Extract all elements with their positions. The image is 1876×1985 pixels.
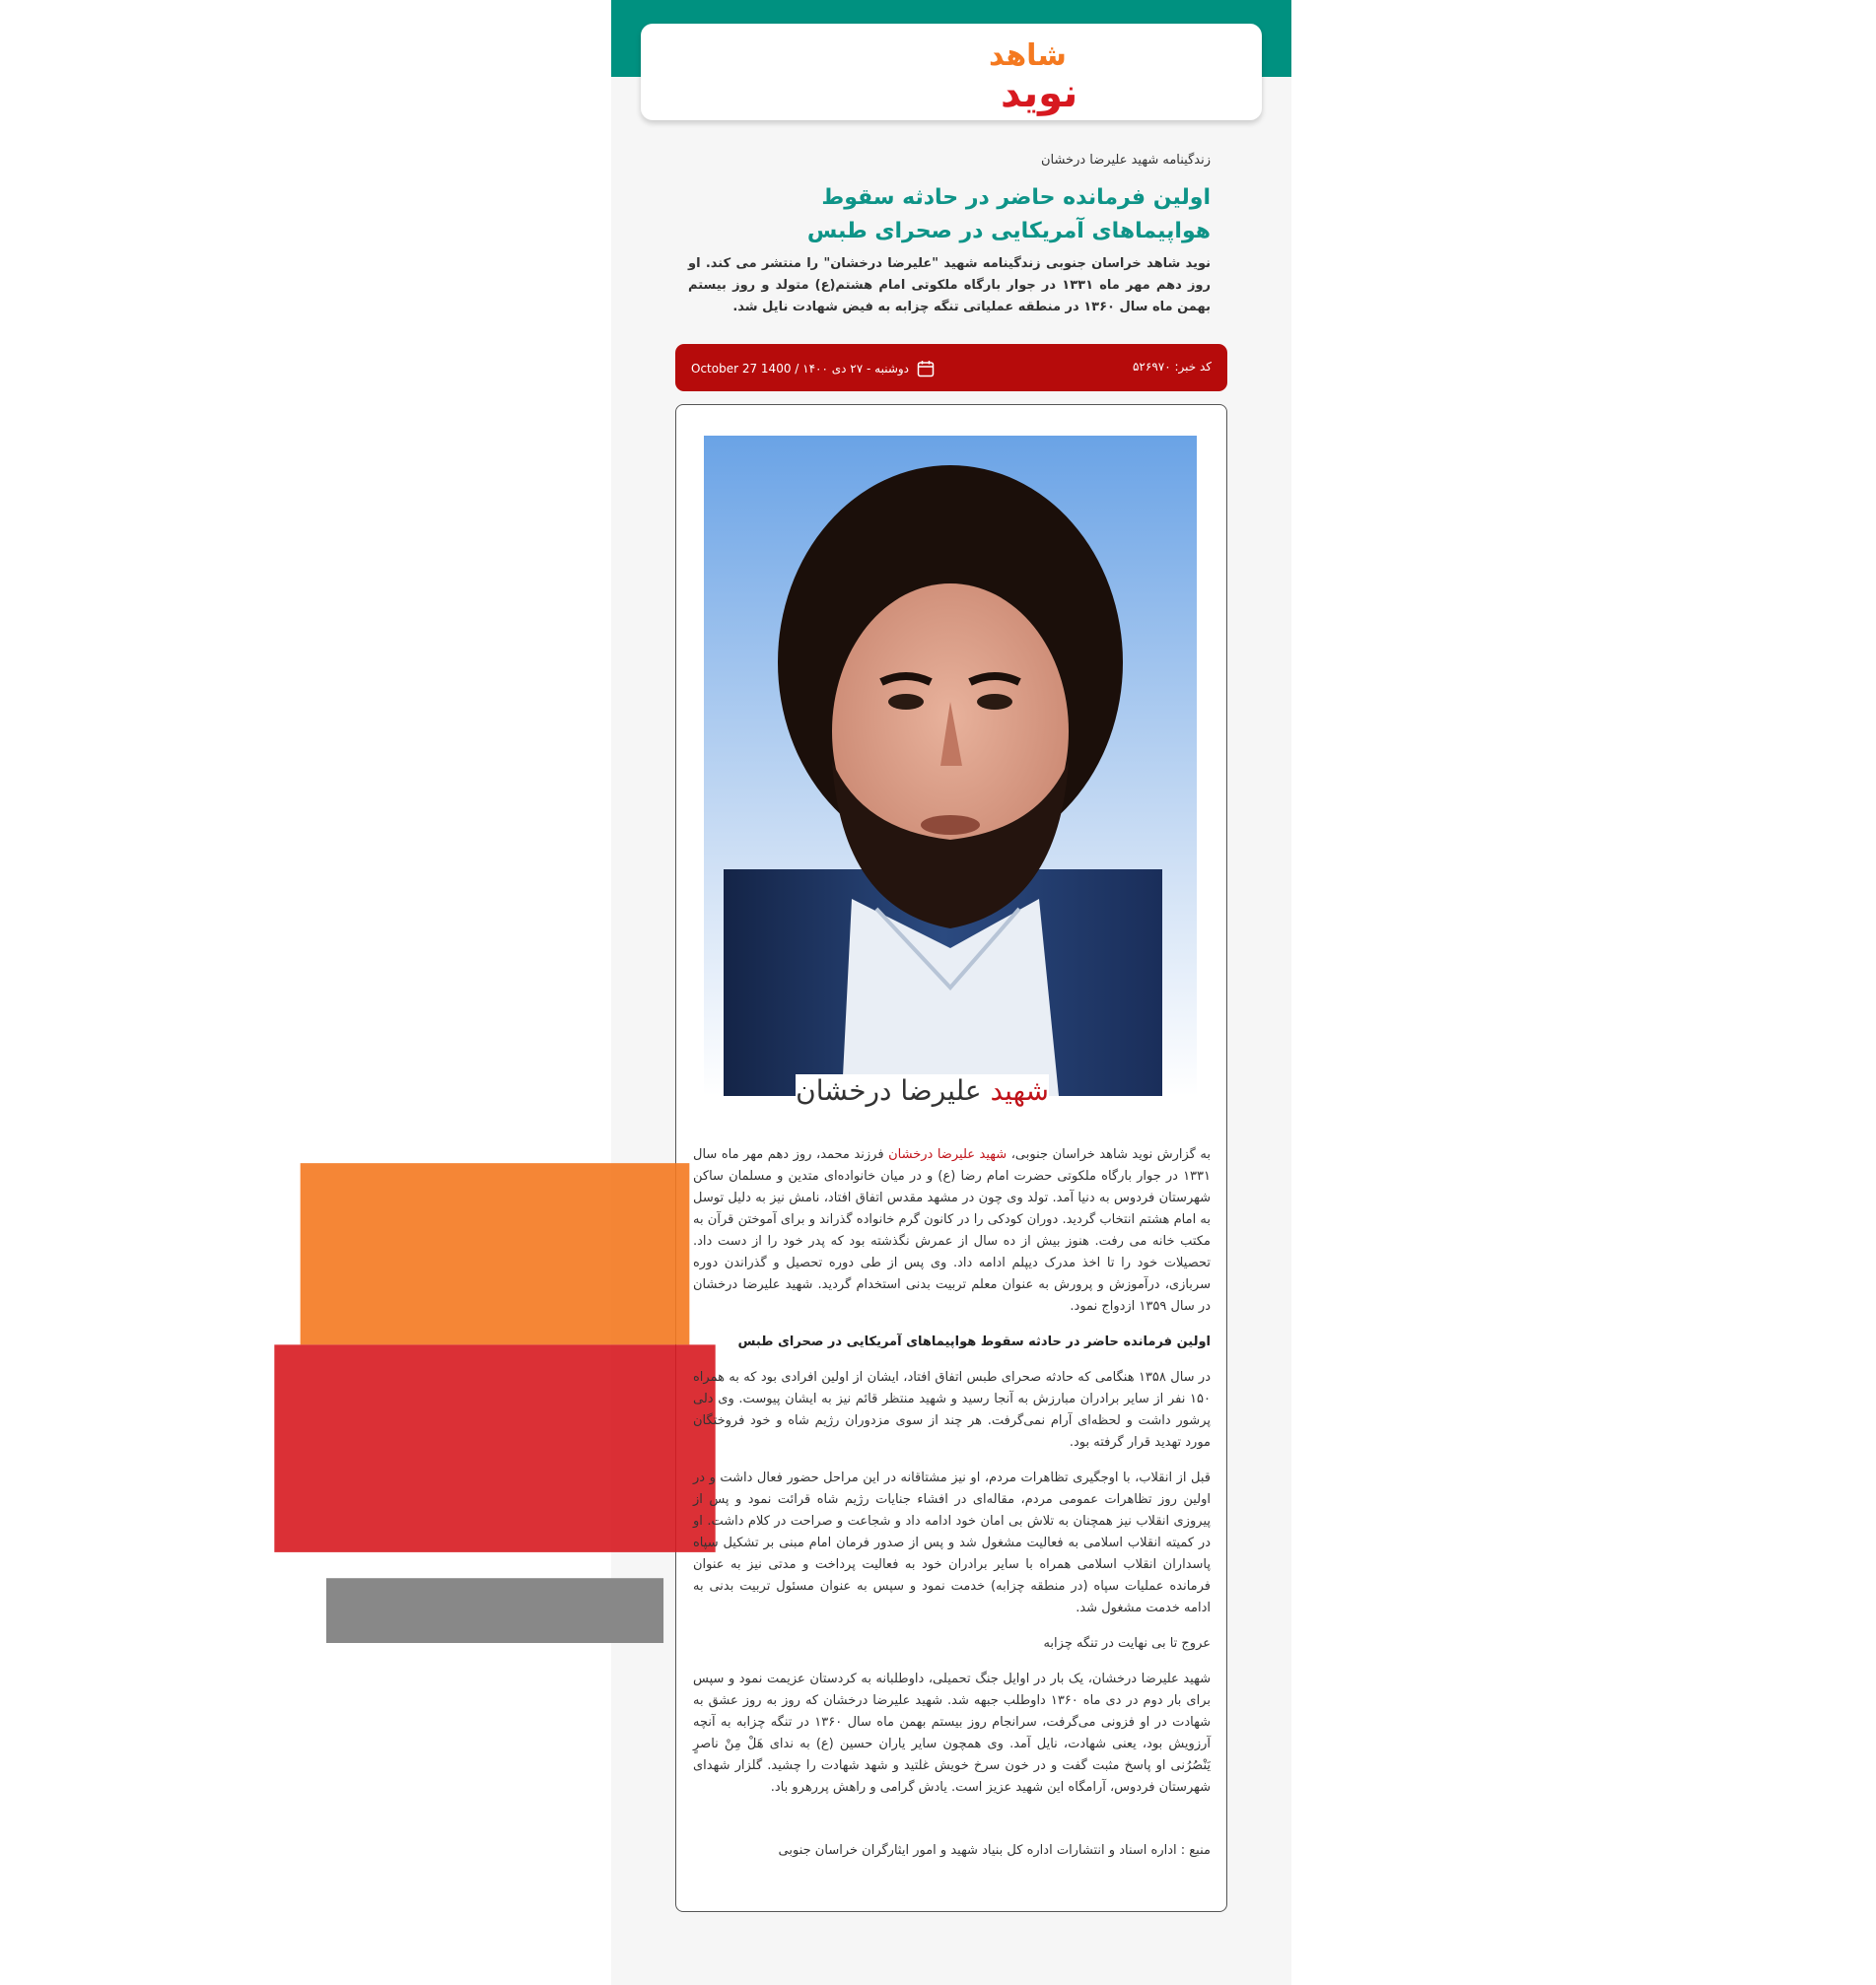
article-body-card xyxy=(675,404,1227,1912)
svg-text:شاهد: شاهد xyxy=(989,38,1067,73)
body-subheading: اولین فرمانده حاضر در حادثه سقوط هواپیماهای آمریکایی در صحرای طبس xyxy=(737,1335,1211,1349)
publish-date-text: دوشنبه - ۲۷ دی ۱۴۰۰ / October 27 1400 xyxy=(691,362,910,376)
body-paragraph-1-start: به گزارش نوید شاهد خراسان جنوبی، xyxy=(1007,1147,1212,1162)
article-body xyxy=(693,1144,1211,1876)
watermark-logo xyxy=(704,1066,741,1110)
photo-caption-prefix: شهید xyxy=(990,1074,1049,1107)
body-paragraph-2: در سال ۱۳۵۸ هنگامی که حادثه صحرای طبس اتفاق افتاد، ایشان از اولین افرادی بود که به همراه ۱۵۰ نفر از سایر برادران مبارزش به آنجا رسید و شهید منتظر قائم نیز به ایشان پیوست. وی دلی پرشور داشت و لحظه‌ای آرام نمی‌گرفت. هر چند از سوی مزدوران رژیم شاه و خود فروختگان مورد تهدید قرار گرفته بود. xyxy=(693,1370,1211,1450)
martyr-photo[interactable] xyxy=(704,436,1197,1107)
article-title: اولین فرمانده حاضر در حادثه سقوط هواپیماهای آمریکایی در صحرای طبس xyxy=(806,185,1211,243)
body-paragraph-5: شهید علیرضا درخشان، یک بار در اوایل جنگ تحمیلی، داوطلبانه به کردستان عزیمت نمود و سپس برای بار دوم در دی ماه ۱۳۶۰ داوطلب جبهه شد. شهید علیرضا درخشان که روز به روز عشق به شهادت در او فزونی می‌گرفت، سرانجام روز بیستم بهمن ماه سال ۱۳۶۰ در تنگه چزابه به آنچه آرزویش بود، یعنی شهادت، نایل آمد. وی همچون سایر یاران حسین (ع) به ندای هَلْ مِنْ ناصرٍ یَنْصُرُنی او پاسخ مثبت گفت و در خون سرخ خویش غلتید و شهد شهادت را چشید. گلزار شهدای شهرستان فردوس، آرامگاه این شهید عزیز است. یادش گرامی و راهش پررهرو باد. xyxy=(693,1672,1211,1795)
svg-text:نوید: نوید xyxy=(1001,71,1078,116)
page-column xyxy=(611,0,1291,1985)
article-meta-bar xyxy=(675,344,1227,391)
photo-caption-name: علیرضا درخشان xyxy=(796,1074,982,1107)
body-paragraph-1 xyxy=(693,1144,1211,1318)
calendar-icon xyxy=(917,360,935,377)
body-paragraph-1-end: فرزند محمد، روز دهم مهر ماه سال ۱۳۳۱ در جوار بارگاه ملکوتی حضرت امام رضا (ع) و در میان خانواده‌ای متدین و مسلمان ساکن شهرستان فردوس به دنیا آمد. تولد وی چون در مشهد مقدس اتفاق افتاد، نامش نیز به دلیل توسل به امام هشتم انتخاب گردید. دوران کودکی را در کانون گرم خانواده گذراند و برای آموختن قرآن به مکتب خانه می رفت. هنوز بیش از ده سال از عمرش نگذشته بود که پدر خود را از دست داد. تحصیلات خود را تا اخذ مدرک دیپلم ادامه داد. وی پس از طی دوره تحصیل و گذراندن دوره سربازی، درآموزش و پرورش به عنوان معلم تربیت بدنی استخدام گردید. شهید علیرضا درخشان در سال ۱۳۵۹ ازدواج نمود. xyxy=(693,1147,1211,1314)
martyr-name-link[interactable]: شهید علیرضا درخشان xyxy=(888,1147,1007,1162)
article-source: منبع : اداره اسناد و انتشارات اداره کل بنیاد شهید و امور ایثارگران خراسان جنوبی xyxy=(778,1843,1211,1858)
photo-caption xyxy=(796,1074,1049,1107)
site-logo[interactable] xyxy=(892,30,1078,116)
article-lead: نوید شاهد خراسان جنوبی زندگینامه شهید "علیرضا درخشان" را منتشر می کند. او روز دهم مهر ماه ۱۳۳۱ در جوار بارگاه ملکوتی امام هشتم(ع) متولد و روز بیستم بهمن ماه سال ۱۳۶۰ در منطقه عملیاتی تنگه چزابه به فیض شهادت نایل شد. xyxy=(688,256,1211,314)
news-code: کد خبر: ۵۲۶۹۷۰ xyxy=(1132,360,1212,374)
header-card xyxy=(641,24,1262,120)
body-paragraph-3: قبل از انقلاب، با اوجگیری تظاهرات مردم، او نیز مشتاقانه در این مراحل حضور فعال داشت و در اولین روز تظاهرات عمومی مردم، مقاله‌ای در افشاء جنایات رژیم شاه قرائت نمود و پس از پیروزی انقلاب نیز همچنان به تلاش بی امان خود ادامه داد و شجاعت و صراحت در کلام داشت. او در کمیته انقلاب اسلامی به فعالیت مشغول شد و پس از صدور فرمان امام مبنی بر تشکیل سپاه پاسداران انقلاب اسلامی همراه با سایر برادران خود به فعالیت پرداخت و مدتی نیز به عنوان فرمانده عملیات سپاه (در منطقه چزابه) خدمت نمود و سپس به عنوان مسئول تربیت بدنی به ادامه خدمت مشغول شد. xyxy=(693,1471,1211,1615)
body-paragraph-4: عروج تا بی نهایت در تنگه چزابه xyxy=(1043,1636,1211,1651)
breadcrumb[interactable]: زندگینامه شهید علیرضا درخشان xyxy=(1040,153,1211,168)
publish-date xyxy=(691,360,935,377)
